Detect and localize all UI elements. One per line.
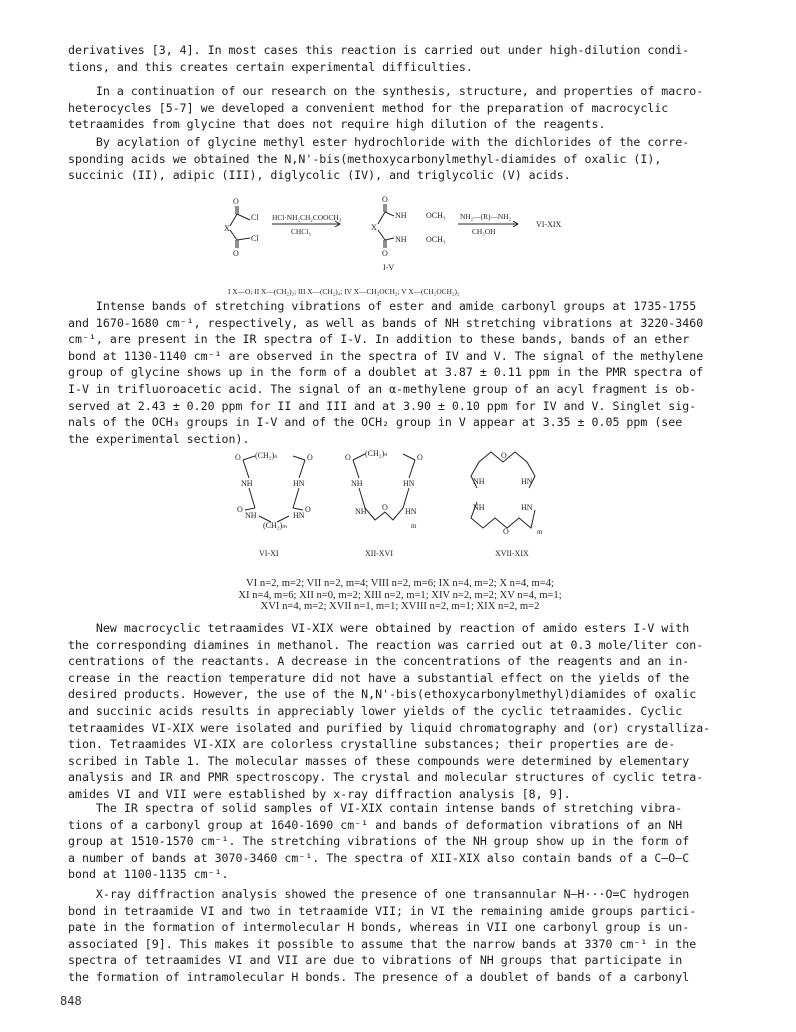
structure-label-xii-xvi: XII-XVI [365, 549, 393, 558]
text-line: tetraamides VI-XIX were isolated and purified by liquid chromatography and (or) crystalliza- [68, 720, 711, 735]
subscript-m: m [537, 528, 543, 536]
atom-nh: NH [245, 511, 257, 520]
text-line: and succinic acids results in appreciably lower yields of the cyclic tetraamides. Cyclic [68, 703, 683, 718]
atom-o: O [382, 196, 388, 204]
text-line: amides VI and VII were established by x-ray diffraction analysis [8, 9]. [68, 786, 571, 801]
paragraph-1 [68, 42, 730, 75]
solvent-methanol: CH₃OH [472, 227, 496, 236]
text-line: tion. Tetraamides VI-XIX are colorless crystalline substances; their properties are de- [68, 737, 676, 752]
page-number: 848 [60, 994, 82, 1008]
structure-bonds [243, 452, 535, 528]
text-line: By acylation of glycine methyl ester hydrochloride with the dichlorides of the corre- [68, 135, 690, 149]
atom-hn: HN [403, 479, 415, 488]
text-line: bond at 1100-1135 cm⁻¹. [68, 867, 229, 882]
text-line: group at 1510-1570 cm⁻¹. The stretching vibrations of the NH group show up in the form of [68, 834, 690, 849]
atom-o: O [382, 249, 388, 258]
solvent-chcl3: CHCl₃ [291, 227, 311, 236]
text-line: desired products. However, the use of the N,N'-bis(ethoxycarbonylmethyl)diamides of oxalic [68, 687, 697, 702]
reagent-glycine-ester: HCl·NH₂CH₂COOCH₃ [272, 213, 342, 222]
atom-hn: HN [405, 507, 417, 516]
atom-cl: Cl [251, 213, 259, 222]
text-line: spectra of tetraamides VI and VII are due to vibrations of NH groups that participate in [68, 953, 683, 968]
structure-caption [150, 578, 650, 613]
text-line: a number of bands at 3070-3460 cm⁻¹. The spectra of XII-XIX also contain bands of a C—O—C [68, 850, 690, 865]
text-line: nals of the OCH₃ groups in I-V and of the OCH₂ group in V appear at 3.35 ± 0.05 ppm (see [68, 415, 683, 430]
atom-nh: NH [241, 479, 253, 488]
text-line: In a continuation of our research on the synthesis, structure, and properties of macro- [68, 84, 704, 98]
text-line: sponding acids we obtained the N,N'-bis(methoxycarbonylmethyl-diamides of oxalic (I), [68, 151, 662, 166]
text-line: centrations of the reactants. A decrease in the concentrations of the reagents and an in- [68, 654, 690, 669]
atom-o: O [417, 453, 423, 462]
atom-nh: NH [395, 211, 407, 220]
text-line: analysis and IR and PMR spectroscopy. The crystal and molecular structures of cyclic tetra- [68, 770, 704, 785]
atom-x: X [224, 224, 230, 233]
text-line: cm⁻¹, are present in the IR spectra of I-V. In addition to these bands, bands of an ether [68, 332, 690, 347]
product-label: VI-XIX [536, 220, 562, 229]
text-line: tetraamides from glycine that does not require high dilution of the reagents. [68, 117, 606, 132]
atom-nh: NH [473, 477, 485, 486]
atom-o: O [345, 453, 351, 462]
atom-hn: HN [293, 511, 305, 520]
caption-line: XVI n=4, m=2; XVII n=1, m=1; XVIII n=2, m=1; XIX n=2, m=2 [260, 601, 540, 613]
text-line: crease in the reaction temperature did not have a substantial effect on the yields of the [68, 670, 690, 685]
text-line: X-ray diffraction analysis showed the presence of one transannular N—H···O=C hydrogen [68, 887, 690, 901]
atom-hn: HN [521, 477, 533, 486]
reagent-diamine: NH₂—(R)—NH₂ [460, 212, 512, 221]
atom-hn: HN [293, 479, 305, 488]
subscript-m: m [411, 522, 417, 530]
atom-x: X [371, 223, 377, 232]
atom-nh: NH [355, 507, 367, 516]
text-line: served at 2.43 ± 0.20 ppm for II and III and at 3.90 ± 0.10 ppm for IV and V. Singlet sig- [68, 398, 697, 413]
caption-line: XI n=4, m=6; XII n=0, m=2; XIII n=2, m=1; XIV n=2, m=2; XV n=4, m=1; [238, 589, 562, 601]
atom-o: O [235, 453, 241, 462]
atom-o: O [233, 197, 239, 206]
atom-nh: NH [473, 503, 485, 512]
text-line: and 1670-1680 cm⁻¹, respectively, as well as bands of NH stretching vibrations at 3220-3460 [68, 315, 704, 330]
paragraph-6 [68, 800, 730, 883]
paragraph-7 [68, 886, 730, 986]
atom-o: O [237, 505, 243, 514]
text-line: derivatives [3, 4]. In most cases this reaction is carried out under high-dilution condi- [68, 43, 690, 57]
atom-o: O [233, 249, 239, 258]
macrocycle-structures [215, 448, 595, 560]
caption-line: VI n=2, m=2; VII n=2, m=4; VIII n=2, m=6; IX n=4, m=2; X n=4, m=4; [246, 578, 554, 589]
intermediate-label: I-V [383, 263, 395, 272]
scheme-legend: I X—O; II X—(CH₂)₂; III X—(CH₂)₄; IV X—CH₂OCH₂; V X—(CH₂OCH₂)₂ [228, 287, 460, 296]
reaction-scheme [160, 196, 640, 300]
structure-label-vi-xi: VI-XI [259, 549, 279, 558]
text-line: the experimental section). [68, 431, 250, 446]
text-line: bond in tetraamide VI and two in tetraamide VII; in VI the remaining amide groups partici- [68, 903, 697, 918]
text-line: The IR spectra of solid samples of VI-XIX contain intense bands of stretching vibra- [68, 801, 683, 815]
text-line: heterocycles [5-7] we developed a convenient method for the preparation of macrocyclic [68, 100, 669, 115]
text-line: Intense bands of stretching vibrations of ester and amide carbonyl groups at 1735-1755 [68, 299, 697, 313]
group-ch2n: (CH₂)ₙ [255, 451, 278, 460]
text-line: tions, and this creates certain experimental difficulties. [68, 59, 473, 74]
text-line: I-V in trifluoroacetic acid. The signal of an α-methylene group of an acyl fragment is ob- [68, 381, 697, 396]
group-ch2n: (CH₂)ₙ [365, 449, 388, 458]
atom-o: O [501, 451, 507, 460]
group-ch2m: (CH₂)ₘ [263, 521, 288, 530]
text-line: associated [9]. This makes it possible to assume that the narrow bands at 3370 cm⁻¹ in the [68, 936, 697, 951]
atom-o: O [382, 503, 388, 512]
text-line: the formation of intramolecular H bonds. The presence of a doublet of bands of a carbonyl [68, 969, 690, 984]
text-line: New macrocyclic tetraamides VI-XIX were obtained by reaction of amido esters I-V with [68, 621, 690, 635]
group-och3: OCH₃ [426, 211, 446, 220]
paragraph-5 [68, 620, 730, 803]
atom-hn: HN [521, 503, 533, 512]
paragraph-3 [68, 134, 730, 184]
structure-label-xvii-xix: XVII-XIX [495, 549, 529, 558]
atom-o: O [305, 505, 311, 514]
atom-nh: NH [395, 235, 407, 244]
text-line: tions of a carbonyl group at 1640-1690 cm⁻¹ and bands of deformation vibrations of an NH [68, 817, 683, 832]
atom-o: O [503, 527, 509, 536]
text-line: pate in the formation of intermolecular H bonds, whereas in VII one carbonyl group is un- [68, 920, 690, 935]
atom-nh: NH [351, 479, 363, 488]
atom-cl: Cl [251, 234, 259, 243]
text-line: bond at 1130-1140 cm⁻¹ are observed in the spectra of IV and V. The signal of the methylene [68, 348, 704, 363]
paragraph-2 [68, 83, 730, 133]
text-line: scribed in Table 1. The molecular masses of these compounds were determined by elementary [68, 753, 690, 768]
atom-o: O [307, 453, 313, 462]
text-line: group of glycine shows up in the form of a doublet at 3.87 ± 0.11 ppm in the PMR spectra of [68, 365, 704, 380]
text-line: succinic (II), adipic (III), diglycolic (IV), and triglycolic (V) acids. [68, 168, 571, 183]
text-line: the corresponding diamines in methanol. The reaction was carried out at 0.3 mole/liter con- [68, 637, 704, 652]
group-och3: OCH₃ [426, 235, 446, 244]
paragraph-4 [68, 298, 730, 447]
